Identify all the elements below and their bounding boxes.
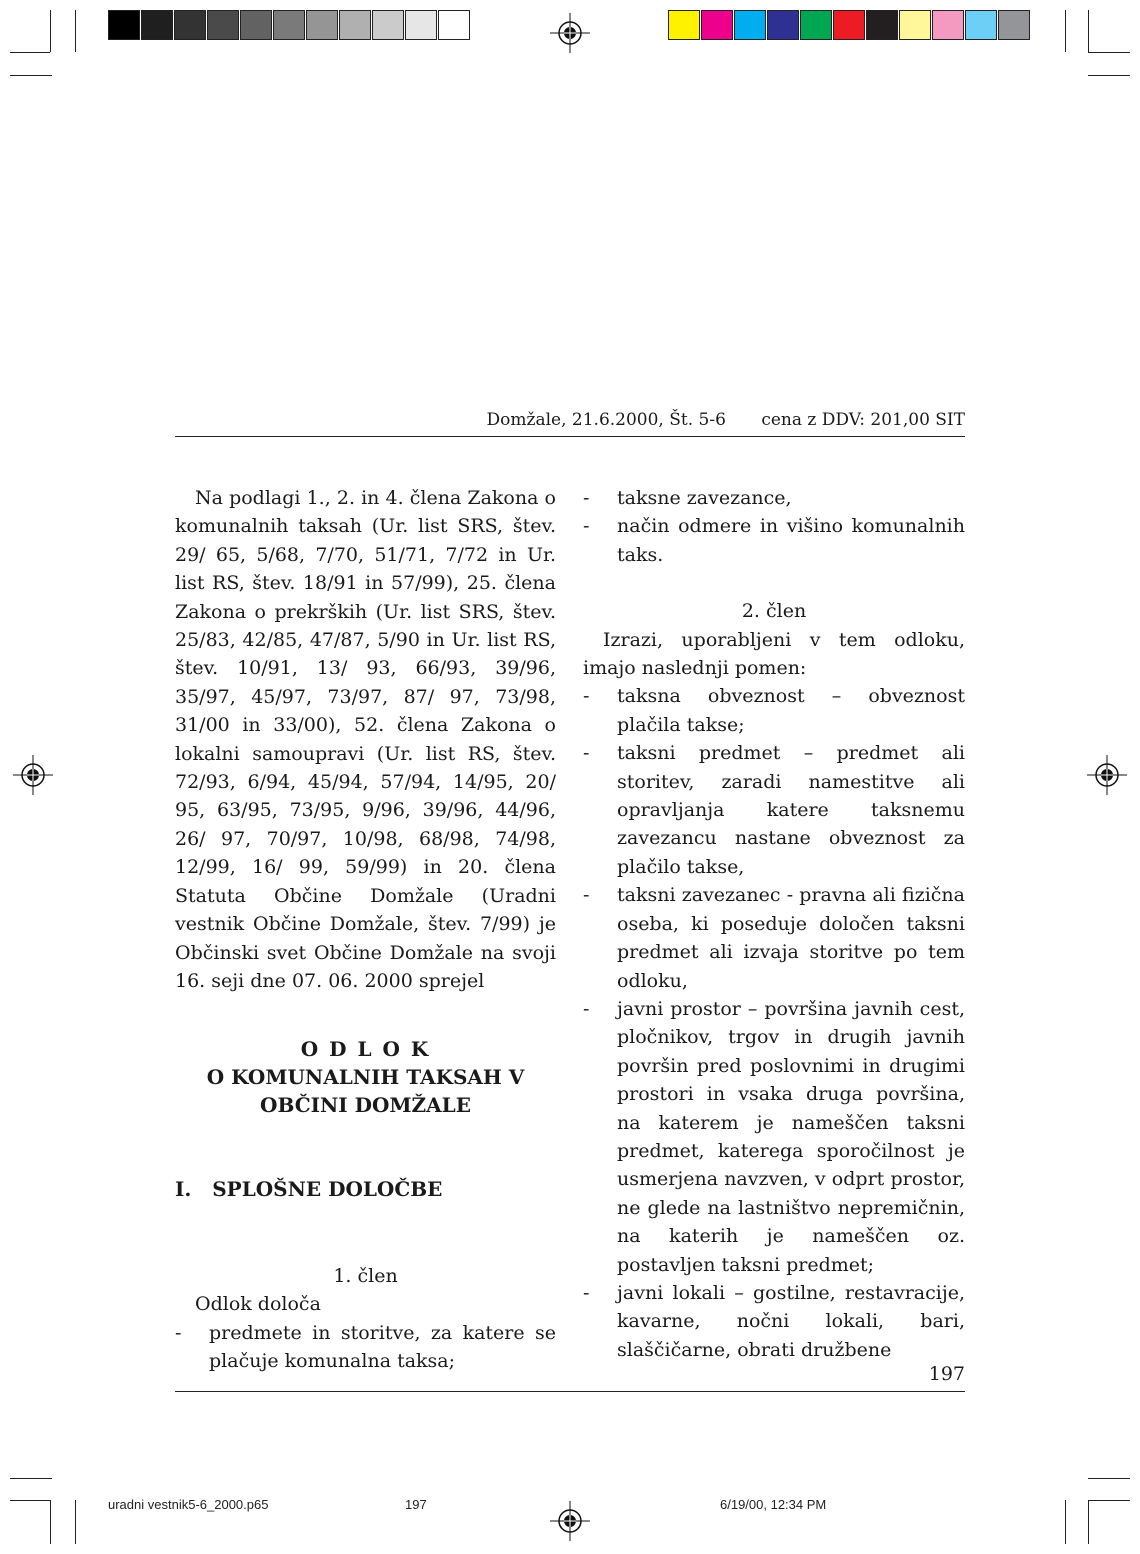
crop-mark (1088, 10, 1089, 52)
color-swatch (372, 10, 404, 40)
color-swatch (899, 10, 931, 40)
crop-mark (1088, 52, 1130, 53)
section-heading: I. SPLOŠNE DOLOČBE (175, 1177, 443, 1202)
definition-text: taksni zavezanec - pravna ali fizična oseba, ki poseduje določen taksni predmet ali izvaja storitve po tem odloku, (617, 884, 965, 992)
article-heading: 2. člen (741, 600, 807, 623)
list-dash: - (583, 515, 590, 538)
right-column (583, 484, 965, 1364)
list-item-text: predmete in storitve, za katere se plačuje komunalna taksa; (209, 1321, 556, 1372)
color-swatch (668, 10, 700, 40)
crop-mark (75, 10, 76, 52)
color-swatch (438, 10, 470, 40)
definition-item (583, 739, 965, 881)
definition-item (583, 1279, 965, 1364)
list-dash: - (583, 742, 590, 765)
definition-item (583, 682, 965, 739)
article-lead: Odlok določa (195, 1293, 321, 1316)
definition-item (583, 995, 965, 1279)
color-swatch (833, 10, 865, 40)
crop-mark (10, 1478, 52, 1479)
color-swatch (339, 10, 371, 40)
registration-mark-icon (550, 13, 590, 53)
crop-mark (1088, 1500, 1130, 1501)
preamble-paragraph: Na podlagi 1., 2. in 4. člena Zakona o komunalnih taksah (Ur. list SRS, štev. 29/ 65, 5/68, 7/70, 51/71, 7/72 in Ur. list RS, štev. 18/91 in 57/99), 25. člena Zakona o prekrških (Ur. list SRS, štev. 25/83, 42/85, 47/87, 5/90 in Ur. list RS, štev. 10/91, 13/ 93, 66/93, 39/96, 35/97, 45/97, 73/97, 87/ 97, 73/98, 31/00 in 33/00), 52. člena Zakona o lokalni samoupravi (Ur. list RS, štev. 72/93, 6/94, 45/94, 57/94, 14/95, 20/ 95, 63/95, 73/95, 9/96, 39/96, 44/96, 26/ 97, 70/97, 10/98, 68/98, 74/98, 12/99, 16/ 99, 59/99) in 20. člena Statuta Občine Domžale (Uradni vestnik Občine Domžale, štev. 7/99) je Občinski svet Občine Domžale na svoji 16. seji dne 07. 06. 2000 sprejel (175, 487, 556, 992)
header-rule (175, 436, 965, 437)
list-dash: - (583, 884, 590, 907)
registration-mark-icon (550, 1501, 590, 1541)
crop-mark (10, 52, 50, 53)
crop-mark (1088, 75, 1130, 76)
crop-mark (10, 1500, 50, 1501)
document-title: O D L O K (300, 1037, 431, 1062)
color-swatch (141, 10, 173, 40)
list-item (583, 512, 965, 569)
color-swatch (734, 10, 766, 40)
article-lead: Izrazi, uporabljeni v tem odloku, imajo naslednji pomen: (583, 628, 965, 680)
color-swatch (405, 10, 437, 40)
definition-item (583, 881, 965, 995)
definition-text: taksni predmet – predmet ali storitev, zaradi namestitve ali opravljanja katere taksnemu zavezancu nastane obveznost za plačilo takse, (617, 742, 965, 878)
header-price: cena z DDV: 201,00 SIT (761, 410, 965, 430)
crop-mark (10, 75, 52, 76)
list-dash: - (583, 487, 590, 509)
left-column (175, 484, 556, 1375)
color-swatch (273, 10, 305, 40)
header-place-date: Domžale, 21.6.2000, Št. 5-6 (486, 410, 726, 430)
registration-mark-icon (1087, 755, 1127, 795)
list-dash: - (583, 685, 590, 708)
color-swatch (932, 10, 964, 40)
crop-mark (1065, 10, 1066, 52)
list-item (175, 1319, 556, 1376)
running-header (175, 410, 965, 430)
crop-mark (50, 1500, 51, 1544)
color-swatch (207, 10, 239, 40)
crop-mark (1088, 1500, 1089, 1544)
article-heading: 1. člen (333, 1264, 398, 1287)
color-swatch (174, 10, 206, 40)
crop-mark (75, 1500, 76, 1544)
color-calibration-bar (668, 10, 1031, 40)
document-subtitle-line2: OBČINI DOMŽALE (260, 1093, 471, 1118)
list-dash: - (175, 1321, 182, 1344)
color-swatch (240, 10, 272, 40)
registration-mark-icon (13, 755, 53, 795)
color-swatch (108, 10, 140, 40)
color-swatch (998, 10, 1030, 40)
color-swatch (701, 10, 733, 40)
slug-datetime: 6/19/00, 12:34 PM (720, 1497, 827, 1512)
grayscale-calibration-bar (108, 10, 471, 40)
crop-mark (1065, 1500, 1066, 1544)
document-subtitle-line1: O KOMUNALNIH TAKSAH V (206, 1065, 525, 1090)
crop-mark (1088, 1478, 1130, 1479)
definition-text: javni prostor – površina javnih cest, pločnikov, trgov in drugih javnih površin pred poslovnimi in drugimi prostori in vsaka druga površina, na katerem je nameščen taksni predmet, katerega sporočilnost je usmerjena navzven, v odprt prostor, ne glede na lastništvo nepremičnin, na katerih je nameščen oz. postavljen taksni predmet; (617, 997, 965, 1276)
definition-text: javni lokali – gostilne, restavracije, kavarne, nočni lokali, bari, slaščičarne, obrati družbene (617, 1281, 965, 1361)
list-dash: - (583, 997, 590, 1020)
crop-mark (50, 10, 51, 52)
slug-filename: uradni vestnik5-6_2000.p65 (108, 1497, 269, 1512)
list-item-text: taksne zavezance, (617, 487, 792, 509)
slug-page: 197 (405, 1497, 427, 1512)
page-number: 197 (928, 1363, 965, 1385)
list-dash: - (583, 1281, 590, 1304)
list-item-text: način odmere in višino komunalnih taks. (617, 515, 965, 566)
color-swatch (306, 10, 338, 40)
color-swatch (767, 10, 799, 40)
color-swatch (800, 10, 832, 40)
definition-text: taksna obveznost – obveznost plačila takse; (617, 685, 965, 736)
color-swatch (866, 10, 898, 40)
footer-rule (175, 1391, 965, 1392)
list-item (583, 484, 965, 512)
color-swatch (965, 10, 997, 40)
